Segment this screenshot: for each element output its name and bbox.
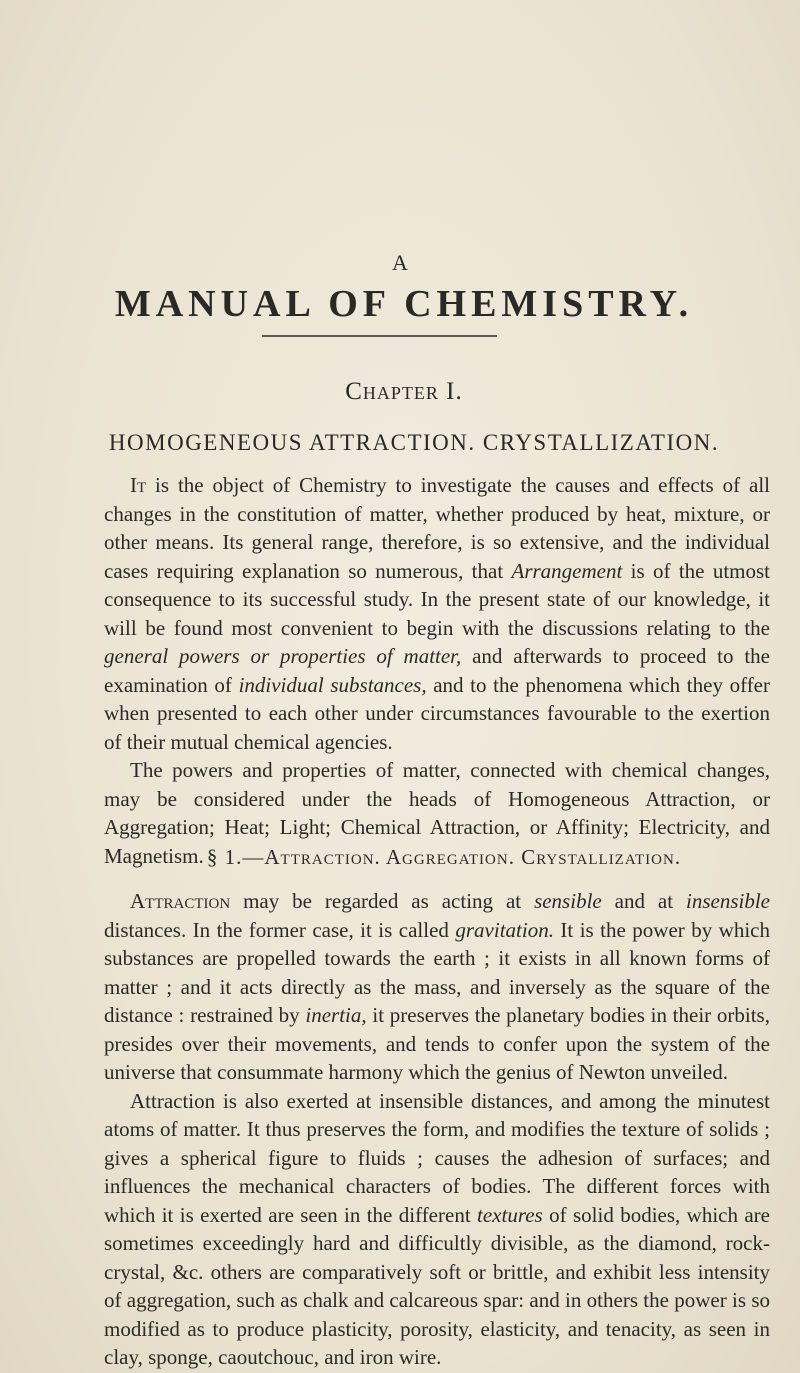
chapter-title: HOMOGENEOUS ATTRACTION. CRYSTALLIZATION. bbox=[108, 430, 720, 455]
italic-run: individual substances, bbox=[238, 672, 427, 697]
paragraph-2: The powers and properties of matter, connected with chemical changes, may be considered under the heads of Homogeneous Attraction, or Aggregation; Heat; Light; Chemical Attraction, or Affinity; Electricity, and Magnetism. bbox=[104, 758, 770, 868]
text-run: is the object of Chemistry to investigate the causes and effects of all changes in the constitution of matter, whether produced by heat, mixture, or other means. Its general range, therefore, is so extensive, and the individual cases requiring explanation so numerous, that bbox=[104, 473, 770, 583]
paragraph-4 bbox=[104, 1087, 770, 1372]
text-run: and at bbox=[601, 889, 686, 913]
lead-word: Attraction bbox=[130, 889, 231, 913]
text-run: of solid bodies, which are sometimes exceedingly hard and difficultly divisible, as the diamond, rock-crystal, &c. others are comparatively soft or brittle, and exhibit less intensity of aggregation, such as chalk and calcareous spar: and in others the power is so modified as to produce plasticity, porosity, elasticity, and tenacity, as seen in clay, sponge, caoutchouc, and iron wire. bbox=[104, 1202, 770, 1369]
paragraph-3 bbox=[104, 887, 770, 1087]
text-run: It is the power by which substances are propelled towards the earth ; it exists in all known forms of matter ; and it acts directly as the mass, and inversely as the square of the distance : restrained by bbox=[104, 917, 771, 1027]
italic-run: inertia, bbox=[305, 1003, 367, 1027]
text-run: and to the phenomena which they offer when presented to each other under circumstances favourable to the exertion of their mutual chemical agencies. bbox=[104, 672, 770, 754]
section-paragraphs bbox=[104, 887, 770, 1372]
book-title: MANUAL OF CHEMISTRY. bbox=[114, 283, 694, 325]
italic-run: textures bbox=[477, 1202, 543, 1227]
text-run: distances. In the former case, it is called bbox=[104, 917, 456, 942]
italic-run: gravitation. bbox=[455, 917, 554, 942]
text-run: it preserves the planetary bodies in their orbits, presides over their movements, and tends to confer upon the system of the universe that consummate harmony which the genius of Newton unveiled. bbox=[104, 1003, 770, 1084]
paragraph-1 bbox=[104, 471, 770, 756]
title-rule bbox=[262, 335, 497, 337]
text-run: and afterwards to proceed to the examination of bbox=[104, 644, 770, 697]
lead-word: It bbox=[130, 473, 147, 497]
chapter-heading: Chapter I. bbox=[345, 378, 463, 405]
italic-run: Arrangement bbox=[511, 558, 623, 583]
italic-run: sensible bbox=[534, 889, 602, 913]
italic-run: general powers or properties of matter, bbox=[104, 644, 462, 668]
intro-paragraphs bbox=[104, 471, 770, 870]
signature-letter: A bbox=[392, 250, 408, 275]
text-run: is of the utmost consequence to its successful study. In the present state of our knowledge, it will be found most convenient to begin with the discussions relating to the bbox=[104, 558, 770, 640]
italic-run: insensible bbox=[686, 889, 770, 913]
section-heading: § 1.—Attraction. Aggregation. Crystallization. bbox=[206, 845, 682, 869]
text-run: may be regarded as acting at bbox=[230, 889, 535, 913]
text-run: Attraction is also exerted at insensible distances, and among the minutest atoms of matter. It thus preserves the form, and modifies the texture of solids ; gives a spherical figure to fluids ; causes the adhesion of surfaces; and influences the mechanical characters of bodies. The different forces with which it is exerted are seen in the different bbox=[104, 1088, 770, 1227]
